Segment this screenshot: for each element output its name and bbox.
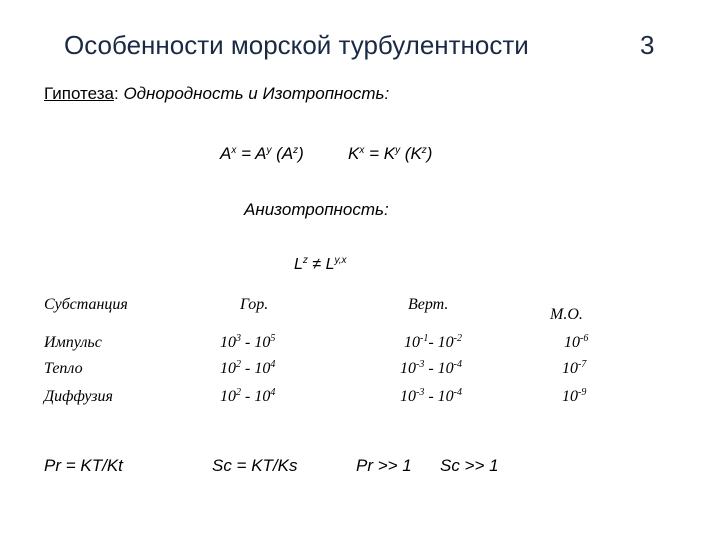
hypothesis-text: Однородность и Изотропность: — [123, 84, 390, 103]
k-sup-x: x — [359, 145, 365, 156]
a-sup-x: x — [231, 145, 237, 156]
not-equal-sign: ≠ — [312, 256, 322, 273]
row-heat-vert: $10^{-3} - 10^{-4}$ — [400, 359, 463, 377]
k-equals: = K — [364, 144, 396, 163]
row-diffusion-vert: $10^{-3} - 10^{-4}$ — [400, 387, 463, 405]
inequality-left: L — [294, 256, 303, 273]
header-horizontal: Гор. — [240, 296, 269, 313]
a-sup-z: z — [293, 145, 299, 156]
row-name-heat: Тепло — [44, 360, 83, 377]
hypothesis-sep: : — [113, 84, 119, 103]
header-substance: Субстанция — [44, 296, 128, 313]
inequality-right-sup: y,x — [334, 255, 347, 266]
isotropy-equation-a — [220, 144, 304, 164]
prandtl-inequality: Pr >> 1 — [356, 456, 412, 475]
isotropy-equation-k — [348, 144, 432, 164]
row-name-diffusion: Диффузия — [44, 388, 113, 405]
row-diffusion-hor: $10^2 - 10^4$ — [220, 387, 276, 405]
k-sup-z: z — [421, 145, 427, 156]
row-impulse-mo: $10^{-6}$ — [564, 333, 589, 351]
header-molecular: М.О. — [550, 306, 583, 323]
row-impulse-hor: $10^3 - 10^5$ — [220, 333, 276, 351]
a-sup-y: y — [266, 145, 272, 156]
anisotropy-inequality — [294, 256, 347, 274]
schmidt-inequality: Sc >> 1 — [440, 456, 499, 475]
k-symbol: K — [348, 144, 360, 163]
hypothesis-label: Гипотеза — [44, 84, 114, 103]
header-vertical: Верт. — [408, 296, 449, 313]
prandtl-definition: Pr = KT/Kt — [44, 456, 123, 475]
anisotropy-heading: Анизотропность: — [244, 200, 389, 219]
row-impulse-vert: $10^{-1}-$ $10^{-2}$ — [404, 333, 463, 351]
row-heat-mo: $10^{-7}$ — [562, 359, 587, 377]
a-symbol: A — [220, 144, 232, 163]
inequality-left-sup: z — [302, 255, 308, 266]
row-name-impulse: Импульс — [44, 334, 102, 351]
row-diffusion-mo: $10^{-9}$ — [562, 387, 587, 405]
hypothesis-line — [44, 84, 389, 104]
a-paren-close: ) — [298, 144, 304, 163]
k-sup-y: y — [395, 145, 401, 156]
a-equals: = A — [236, 144, 267, 163]
k-paren-open: (K — [400, 144, 422, 163]
schmidt-definition: Sc = KT/Ks — [212, 456, 298, 475]
k-paren-close: ) — [426, 144, 433, 163]
row-heat-hor: $10^2 - 10^4$ — [220, 359, 276, 377]
inequality-right: L — [325, 256, 335, 273]
page-title: Особенности морской турбулентности — [64, 30, 529, 60]
slide-number: 3 — [640, 30, 655, 60]
a-paren-open: (A — [271, 144, 294, 163]
